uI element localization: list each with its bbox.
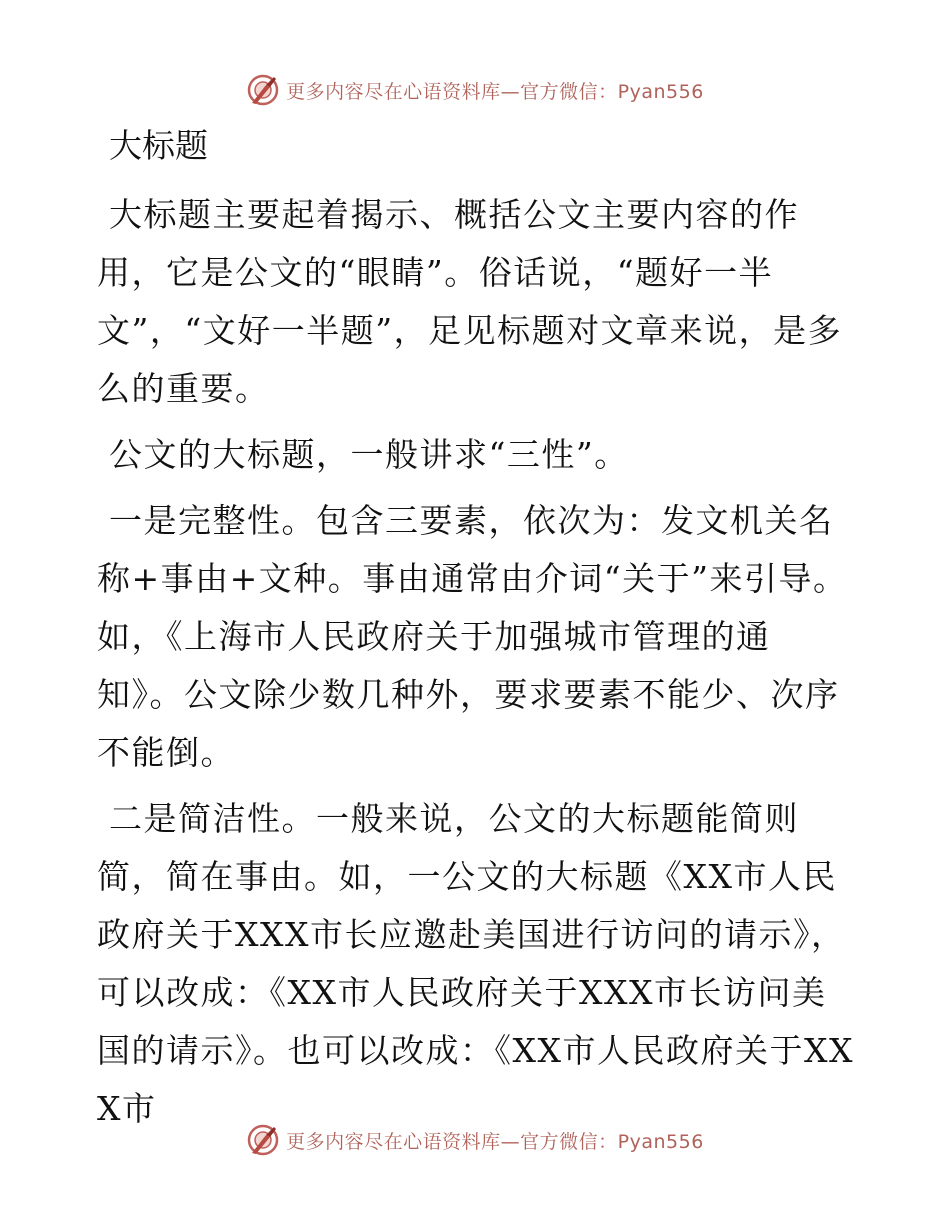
paragraph: 一是完整性。包含三要素，依次为：发文机关名称+事由+文种。事由通常由介词“关于”来引导。如，《上海市人民政府关于加强城市管理的通知》。公文除少数几种外，要求要素不能少、次序不能倒。 <box>97 501 848 772</box>
paragraph: 大标题主要起着揭示、概括公文主要内容的作用，它是公文的“眼睛”。俗话说，“题好一半文”，“文好一半题”，足见标题对文章来说，是多么的重要。 <box>97 195 843 408</box>
brush-logo-icon <box>246 73 280 107</box>
document-body <box>97 122 857 1146</box>
watermark-header <box>0 70 950 110</box>
brush-logo-icon <box>246 1123 280 1157</box>
paragraph: 二是简洁性。一般来说，公文的大标题能简则简，简在事由。如，一公文的大标题《XX市人民政府关于XXX市长应邀赴美国进行访问的请示》，可以改成：《XX市人民政府关于XXX市长访问美国的请示》。也可以改成：《XX市人民政府关于XXX市 <box>97 799 854 1128</box>
watermark-text: 更多内容尽在心语资料库—官方微信：Pyan556 <box>286 80 704 103</box>
watermark-footer <box>0 1120 950 1160</box>
section-heading: 大标题 <box>109 126 208 165</box>
paragraph: 公文的大标题，一般讲求“三性”。 <box>109 435 629 474</box>
watermark-text: 更多内容尽在心语资料库—官方微信：Pyan556 <box>286 1130 704 1153</box>
